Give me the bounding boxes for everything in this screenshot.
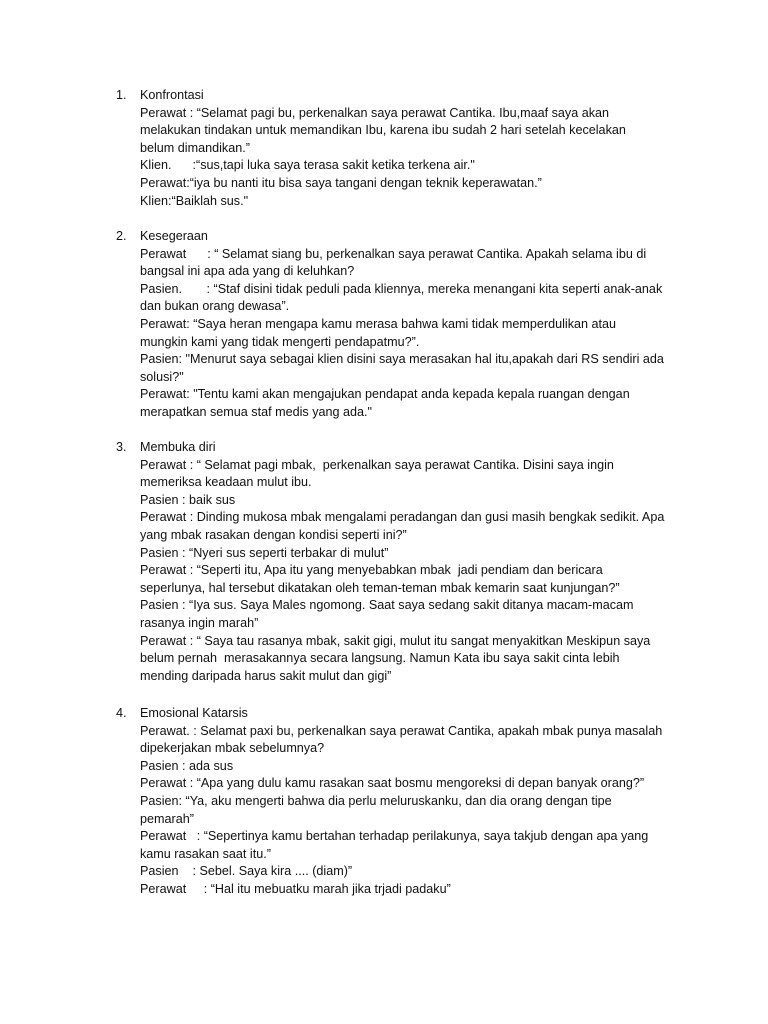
dialogue-line: Perawat : “Hal itu mebuatku marah jika trjadi padaku” (140, 881, 451, 896)
dialogue-line: bangsal ini apa ada yang di keluhkan? (140, 264, 355, 279)
section-body (140, 439, 700, 685)
dialogue-line: dipekerjakan mbak sebelumnya? (140, 741, 325, 756)
dialogue-line: Perawat: “Saya heran mengapa kamu merasa bahwa kami tidak memperdulikan atau (140, 316, 617, 331)
dialogue-line: pemarah” (140, 811, 194, 826)
dialogue-line: belum pernah merasakannya secara langsung. Namun Kata ibu saya sakit cinta lebih (140, 651, 620, 666)
section-number: 1. (116, 88, 127, 102)
dialogue-line: Perawat : “Selamat pagi bu, perkenalkan saya perawat Cantika. Ibu,maaf saya akan (140, 105, 610, 120)
dialogue-line: Pasien : “Iya sus. Saya Males ngomong. Saat saya sedang sakit ditanya macam-macam (140, 598, 634, 613)
dialogue-line: merapatkan semua staf medis yang ada." (140, 404, 372, 419)
dialogue-line: Perawat : “ Saya tau rasanya mbak, sakit gigi, mulut itu sangat menyakitkan Meskipun saya (140, 633, 651, 648)
dialogue-line: Perawat. : Selamat paxi bu, perkenalkan saya perawat Cantika, apakah mbak punya masalah (140, 723, 663, 738)
section-heading: Membuka diri (140, 440, 216, 454)
dialogue-line: Pasien. : “Staf disini tidak peduli pada kliennya, mereka menangani kita seperti anak-anak (140, 281, 663, 296)
dialogue-line: Perawat : “Sepertinya kamu bertahan terhadap perilakunya, saya takjub dengan apa yang (140, 829, 649, 844)
dialogue-line: solusi?" (140, 369, 184, 384)
section-body (140, 705, 700, 899)
section-heading: Emosional Katarsis (140, 706, 248, 720)
dialogue-line: Klien:“Baiklah sus." (140, 193, 249, 208)
dialogue-line: melakukan tindakan untuk memandikan Ibu, karena ibu sudah 2 hari setelah kecelakan (140, 123, 626, 138)
dialogue-line: Perawat : Dinding mukosa mbak mengalami peradangan dan gusi masih bengkak sedikit. Apa (140, 510, 665, 525)
dialogue-line: mungkin kami yang tidak mengerti pendapatmu?”. (140, 334, 420, 349)
dialogue-line: memeriksa keadaan mulut ibu. (140, 475, 312, 490)
dialogue-line: Klien. :“sus,tapi luka saya terasa sakit ketika terkena air." (140, 158, 475, 173)
dialogue-line: Perawat : “Seperti itu, Apa itu yang menyebabkan mbak jadi pendiam dan bericara (140, 563, 603, 578)
dialogue-line: dan bukan orang dewasa”. (140, 299, 290, 314)
dialogue-line: Perawat: "Tentu kami akan mengajukan pendapat anda kepada kepala ruangan dengan (140, 387, 630, 402)
dialogue-line: Pasien: “Ya, aku mengerti bahwa dia perlu meluruskanku, dan dia orang dengan tipe (140, 793, 612, 808)
dialogue-line: yang mbak rasakan dengan kondisi seperti ini?” (140, 527, 407, 542)
section-number: 3. (116, 440, 127, 454)
dialogue-line: belum dimandikan.” (140, 140, 250, 155)
dialogue-line: kamu rasakan saat itu.” (140, 846, 271, 861)
dialogue-line: Pasien : ada sus (140, 758, 234, 773)
section-heading: Konfrontasi (140, 88, 204, 102)
section-number: 4. (116, 706, 127, 720)
section-body (140, 87, 700, 210)
dialogue-line: Pasien : baik sus (140, 492, 236, 507)
dialogue-line: Pasien : Sebel. Saya kira .... (diam)” (140, 864, 353, 879)
dialogue-line: seperlunya, hal tersebut dikatakan oleh teman-teman mbak kemarin saat kunjungan?” (140, 580, 620, 595)
dialogue-line: Perawat : “ Selamat siang bu, perkenalkan saya perawat Cantika. Apakah selama ibu di (140, 246, 647, 261)
dialogue-line: Perawat:“iya bu nanti itu bisa saya tangani dengan teknik keperawatan.” (140, 175, 542, 190)
dialogue-line: Perawat : “ Selamat pagi mbak, perkenalkan saya perawat Cantika. Disini saya ingin (140, 457, 614, 472)
dialogue-line: mending daripada harus sakit mulut dan gigi” (140, 668, 392, 683)
dialogue-line: Perawat : “Apa yang dulu kamu rasakan saat bosmu mengoreksi di depan banyak orang?” (140, 776, 645, 791)
section-body (140, 228, 700, 422)
dialogue-line: rasanya ingin marah” (140, 615, 259, 630)
section-number: 2. (116, 229, 127, 243)
dialogue-line: Pasien : “Nyeri sus seperti terbakar di mulut” (140, 545, 389, 560)
dialogue-line: Pasien: "Menurut saya sebagai klien disini saya merasakan hal itu,apakah dari RS sendiri ada (140, 352, 664, 367)
section-heading: Kesegeraan (140, 229, 208, 243)
